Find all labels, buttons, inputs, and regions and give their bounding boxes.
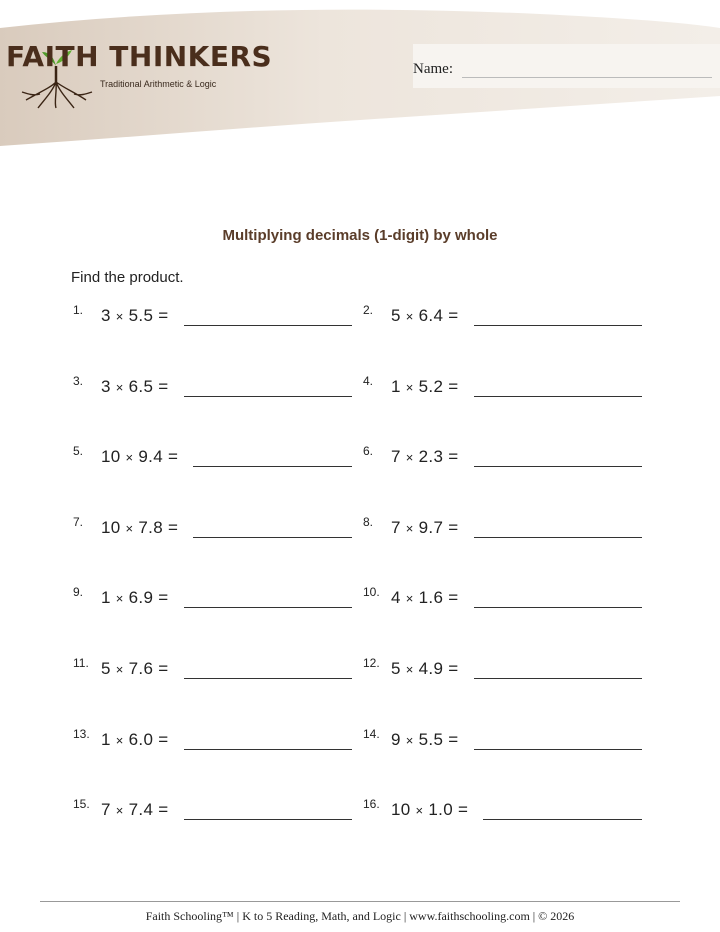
problem-number: 2. xyxy=(363,303,374,317)
problem-12 xyxy=(363,656,653,682)
times-sign: × xyxy=(115,732,124,748)
times-sign: × xyxy=(405,379,414,395)
times-sign: × xyxy=(115,662,124,677)
problem-expression xyxy=(101,377,168,397)
problem-number: 12. xyxy=(363,656,380,670)
times-sign: × xyxy=(115,379,124,395)
equals-sign: = xyxy=(158,729,169,749)
times-sign: × xyxy=(115,591,124,607)
times-sign: × xyxy=(115,803,124,819)
brand-name: FAITH THINKERS xyxy=(6,40,273,73)
multiplier: 9.4 xyxy=(138,447,163,467)
answer-line[interactable] xyxy=(474,325,642,326)
multiplier: 7.8 xyxy=(138,517,163,537)
equals-sign: = xyxy=(448,659,459,678)
multiplicand: 1 xyxy=(391,376,401,396)
problem-7 xyxy=(73,515,363,541)
multiplicand: 10 xyxy=(101,447,121,467)
multiplicand: 7 xyxy=(391,447,401,467)
times-sign: × xyxy=(405,591,414,607)
name-label: Name: xyxy=(413,61,453,77)
problem-number: 5. xyxy=(73,444,84,459)
equals-sign: = xyxy=(158,800,169,820)
equals-sign: = xyxy=(448,306,459,325)
multiplier: 5.5 xyxy=(418,729,444,749)
footer-text: Faith Schooling™ | K to 5 Reading, Math, and Logic | www.faithschooling.com | © 2026 xyxy=(145,909,575,923)
problem-16 xyxy=(363,797,653,823)
problem-expression xyxy=(101,306,168,326)
answer-line[interactable] xyxy=(184,325,352,326)
problem-expression xyxy=(101,588,168,608)
problem-number: 6. xyxy=(363,444,374,459)
equals-sign: = xyxy=(457,800,469,820)
multiplicand: 4 xyxy=(391,588,401,608)
times-sign: × xyxy=(415,803,424,819)
problem-1 xyxy=(73,303,363,329)
multiplicand: 1 xyxy=(101,729,111,749)
times-sign: × xyxy=(125,520,134,536)
answer-line[interactable] xyxy=(474,396,642,397)
multiplicand: 7 xyxy=(391,517,401,537)
multiplicand: 10 xyxy=(391,800,411,820)
problem-4 xyxy=(363,374,653,400)
problem-10 xyxy=(363,585,653,611)
problem-number: 10. xyxy=(363,585,380,600)
times-sign: × xyxy=(405,732,414,748)
equals-sign: = xyxy=(448,517,459,537)
problem-8 xyxy=(363,515,653,541)
problem-number: 1. xyxy=(73,303,84,317)
answer-line[interactable] xyxy=(184,396,352,397)
multiplicand: 1 xyxy=(101,588,111,608)
problem-6 xyxy=(363,444,653,470)
times-sign: × xyxy=(405,450,414,466)
problem-number: 9. xyxy=(73,585,84,600)
problem-number: 11. xyxy=(73,656,89,670)
problem-number: 15. xyxy=(73,797,90,812)
faith-thinkers-logo xyxy=(6,30,273,110)
multiplicand: 5 xyxy=(391,659,401,678)
multiplier: 5.5 xyxy=(128,306,154,325)
problem-expression xyxy=(391,306,458,326)
multiplicand: 3 xyxy=(101,306,111,325)
instructions: Find the product. xyxy=(71,269,184,286)
equals-sign: = xyxy=(167,517,179,537)
problem-expression xyxy=(391,518,458,538)
problem-expression xyxy=(391,730,458,750)
multiplier: 6.0 xyxy=(128,729,154,749)
problem-number: 13. xyxy=(73,726,90,741)
times-sign: × xyxy=(405,662,414,677)
problem-expression xyxy=(101,730,168,750)
problem-number: 7. xyxy=(73,514,84,529)
multiplier: 6.9 xyxy=(128,588,154,608)
problem-14 xyxy=(363,727,653,753)
multiplicand: 10 xyxy=(101,517,121,537)
answer-line[interactable] xyxy=(483,819,642,820)
equals-sign: = xyxy=(158,588,169,608)
brand-tagline: Traditional Arithmetic & Logic xyxy=(100,79,217,89)
multiplicand: 3 xyxy=(101,376,111,396)
problem-15 xyxy=(73,797,363,823)
answer-line[interactable] xyxy=(184,819,352,820)
multiplicand: 5 xyxy=(391,306,401,325)
multiplier: 6.5 xyxy=(128,376,154,396)
multiplier: 1.0 xyxy=(428,800,453,820)
answer-line[interactable] xyxy=(474,537,642,538)
problem-number: 4. xyxy=(363,373,374,388)
multiplicand: 9 xyxy=(391,729,401,749)
problem-9 xyxy=(73,585,363,611)
multiplier: 5.2 xyxy=(418,376,444,396)
problem-expression xyxy=(391,800,468,820)
worksheet-title: Multiplying decimals (1-digit) by whole xyxy=(222,227,498,244)
problem-number: 16. xyxy=(363,797,380,812)
multiplier: 2.3 xyxy=(418,447,444,467)
multiplicand: 7 xyxy=(101,800,111,820)
problem-number: 14. xyxy=(363,726,380,741)
answer-line[interactable] xyxy=(193,466,352,467)
times-sign: × xyxy=(115,309,124,324)
answer-line[interactable] xyxy=(184,678,352,679)
problem-expression xyxy=(101,800,168,820)
equals-sign: = xyxy=(448,376,459,396)
problem-expression xyxy=(391,377,458,397)
times-sign: × xyxy=(125,450,134,466)
problem-expression xyxy=(391,659,458,679)
problem-2 xyxy=(363,303,653,329)
problem-expression xyxy=(391,588,458,608)
problem-expression xyxy=(101,659,168,679)
problem-5 xyxy=(73,444,363,470)
equals-sign: = xyxy=(158,659,169,678)
problem-expression xyxy=(391,447,458,467)
problem-number: 8. xyxy=(363,514,374,529)
multiplier: 9.7 xyxy=(418,517,444,537)
equals-sign: = xyxy=(448,588,459,608)
multiplier: 7.6 xyxy=(128,659,154,678)
answer-line[interactable] xyxy=(474,607,642,608)
problem-expression xyxy=(101,447,178,467)
equals-sign: = xyxy=(158,306,169,325)
name-field[interactable] xyxy=(462,77,712,78)
answer-line[interactable] xyxy=(193,537,352,538)
times-sign: × xyxy=(405,520,414,536)
equals-sign: = xyxy=(448,447,459,467)
equals-sign: = xyxy=(158,376,169,396)
equals-sign: = xyxy=(448,729,459,749)
answer-line[interactable] xyxy=(474,678,642,679)
problem-11 xyxy=(73,656,363,682)
problem-13 xyxy=(73,727,363,753)
answer-line[interactable] xyxy=(184,749,352,750)
problem-expression xyxy=(101,518,178,538)
footer-divider xyxy=(40,901,680,902)
answer-line[interactable] xyxy=(184,607,352,608)
multiplier: 7.4 xyxy=(128,800,154,820)
multiplicand: 5 xyxy=(101,659,111,678)
multiplier: 6.4 xyxy=(418,306,444,325)
answer-line[interactable] xyxy=(474,749,642,750)
multiplier: 4.9 xyxy=(418,659,444,678)
equals-sign: = xyxy=(167,447,179,467)
problem-number: 3. xyxy=(73,373,84,388)
times-sign: × xyxy=(405,309,414,324)
answer-line[interactable] xyxy=(474,466,642,467)
multiplier: 1.6 xyxy=(418,588,444,608)
problem-3 xyxy=(73,374,363,400)
